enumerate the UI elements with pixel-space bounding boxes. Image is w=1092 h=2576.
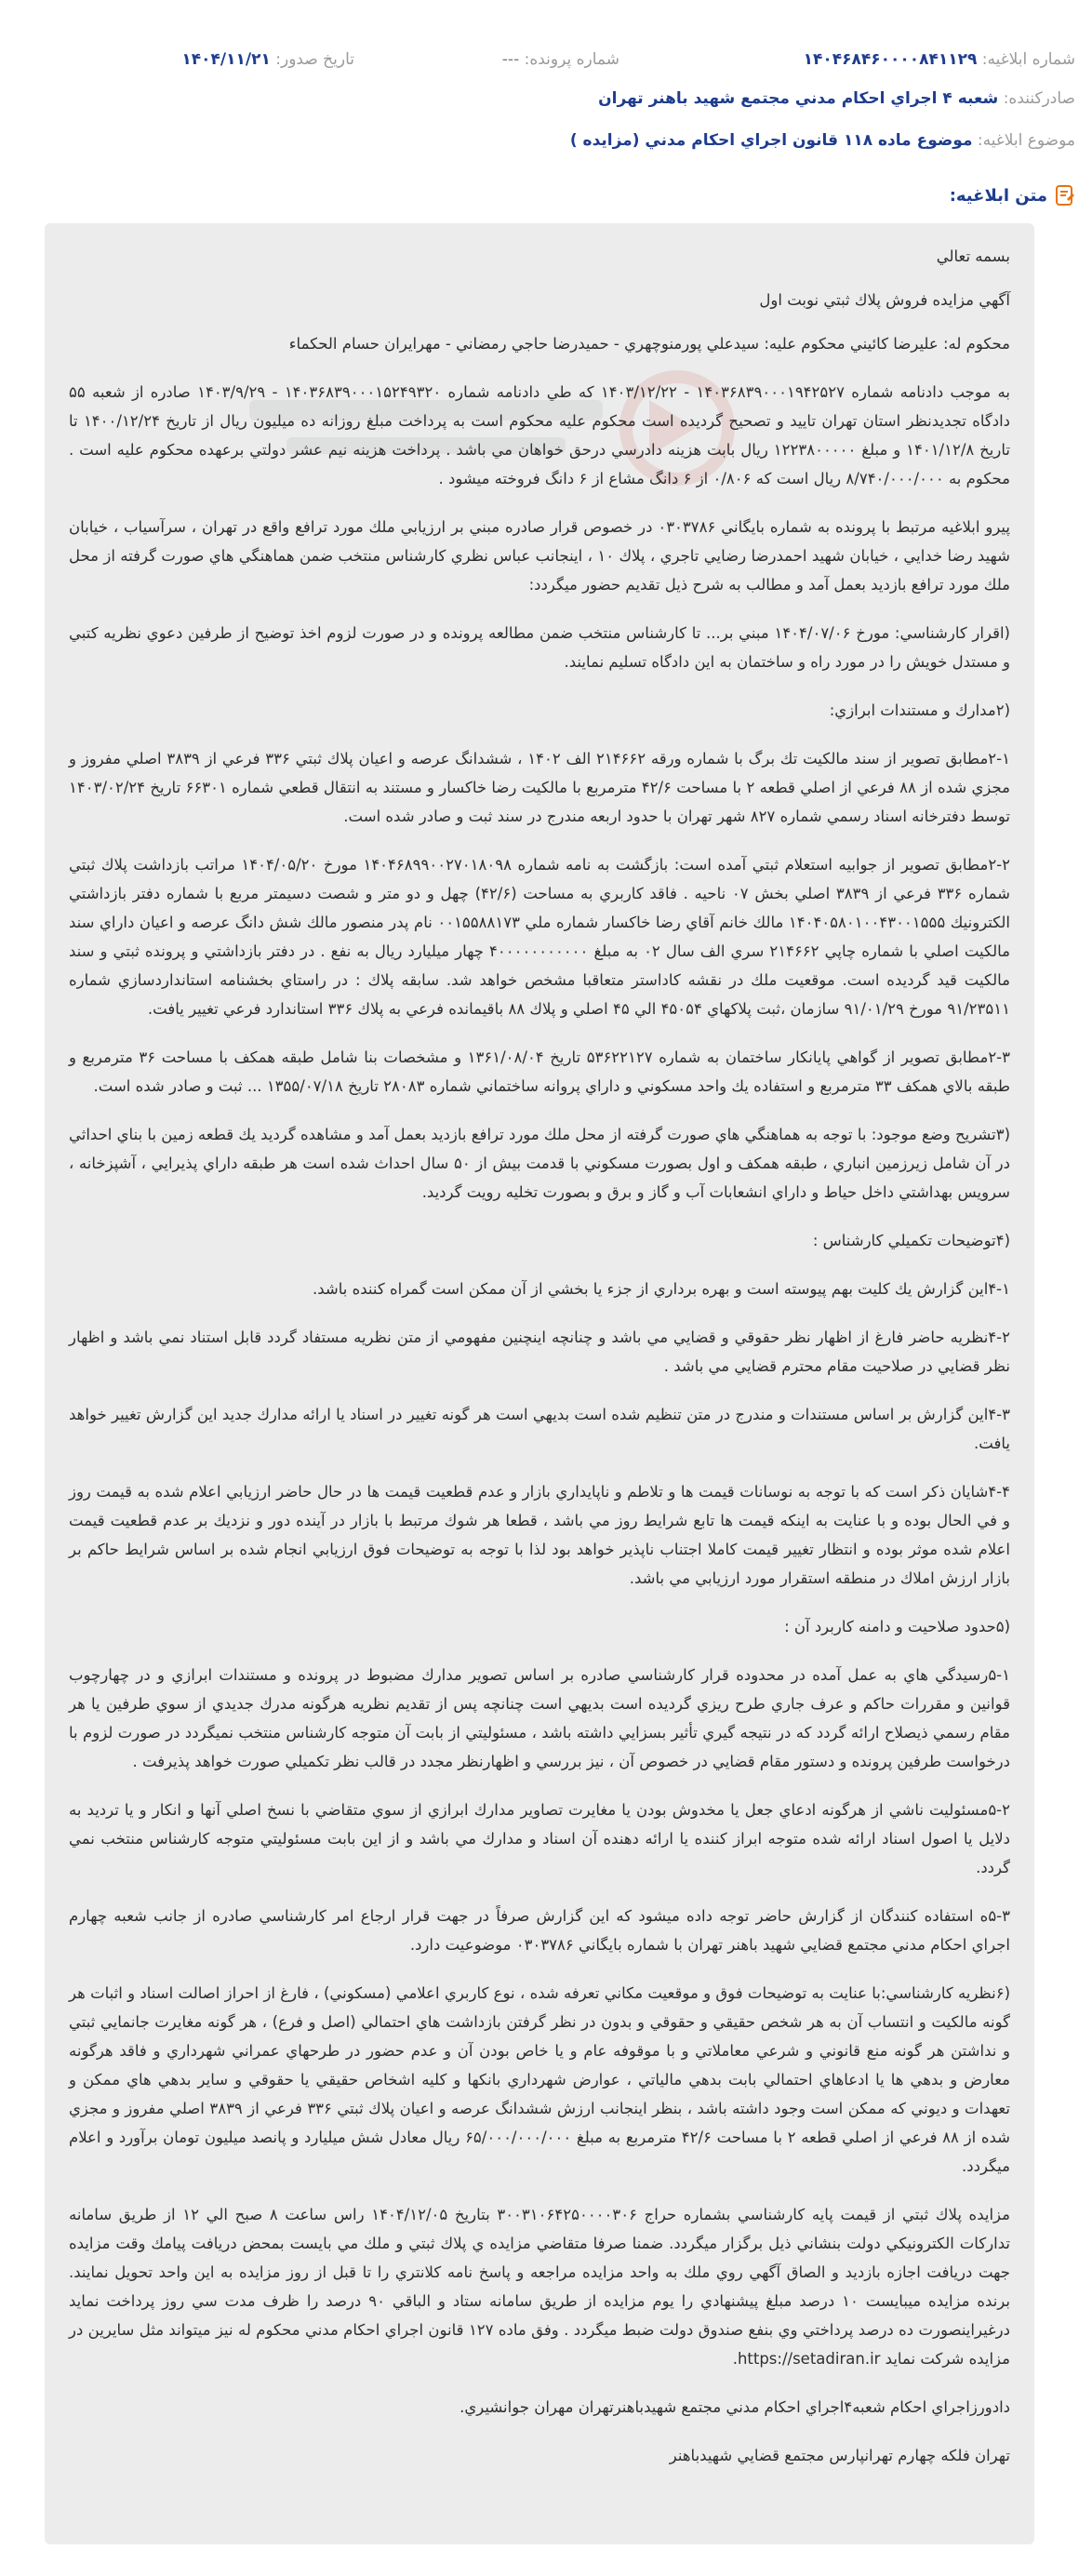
notice-paragraph: ۴-۱اين گزارش يك كليت بهم پيوسته است و بهره برداري از جزء يا بخشي از آن ممكن است گمراه كننده باشد. [313,1280,1010,1298]
notice-paragraph: (۵حدود صلاحيت و دامنه كاربرد آن : [784,1618,1010,1635]
issue-date-value: ۱۴۰۴/۱۱/۲۱ [181,50,271,69]
meta-row-issuer [17,87,1075,110]
notice-heading-text: متن ابلاغیه: [949,185,1047,206]
notice-paragraph: (اقرار كارشناسي: مورخ ۱۴۰۴/۰۷/۰۶ مبني بر... تا كارشناس منتخب ضمن مطالعه پرونده و در صورت لزوم اخذ توضيح از طرفين دعوي نظريه كتبي و مستدل خويش را در مورد راه و ساختمان به اين دادگاه تسليم نمايند. [69,624,1010,671]
notice-paragraph: ۲-۱مطابق تصوير از سند مالكيت تك برگ با شماره ورقه ۲۱۴۶۶۲ الف ۱۴۰۲ ، ششدانگ عرصه و اعيان پلاك ثبتي ۳۳۶ فرعي از ۳۸۳۹ اصلي مفروز و مجزي شده از ۸۸ فرعي از اصلي قطعه ۲ با مساحت ۴۲/۶ مترمربع با مالكيت رضا خاكسار و مستند به انتقال قطعي شماره ۶۶۳۰۱ تاريخ ۱۴۰۳/۰۲/۲۴ توسط دفترخانه اسناد رسمي شماره ۸۲۷ شهر تهران با حدود اربعه مندرج در سند ثبت و صادر شده است. [69,750,1010,825]
notice-paragraph: (۳تشريح وضع موجود: با توجه به هماهنگي هاي صورت گرفته از محل ملك مورد ترافع بازديد بعمل آمد و مشاهده گرديد يك قطعه زمين با بناي احداثي در آن شامل زيرزمين انباري ، طبقه همكف و اول بصورت مسكوني با قدمت بيش از ۵۰ سال احداث شده است هر طبقه داراي پذيرايي ، آشپزخانه ، سرويس بهداشتي داخل حياط و داراي انشعابات آب و گاز و برق و بصورت تخليه رويت گرديد. [69,1126,1010,1201]
notice-paragraph: ۲-۳مطابق تصوير از گواهي پايانكار ساختمان به شماره ۵۳۶۲۲۱۲۷ تاريخ ۱۳۶۱/۰۸/۰۴ و مشخصات بنا شامل طبقه همكف با مساحت ۳۶ مترمربع و طبقه بالاي همكف ۳۳ مترمربع و استفاده يك واحد مسكوني و داراي پروانه ساختماني شماره ۲۸۰۸۳ تاريخ ۱۳۵۵/۰۷/۱۸ ... ثبت و صادر شده است. [69,1048,1010,1095]
notice-paragraph: محكوم له: عليرضا كائيني محكوم عليه: سيدعلي پورمنوچهري - حميدرضا حاجي رمضاني - مهرايران حسام الحكماء [288,335,1010,353]
case-number [502,48,619,71]
notice-paragraph: (۴توضيحات تكميلي كارشناس : [812,1232,1010,1249]
notice-paragraph: ۲-۲مطابق تصوير از جوابيه استعلام ثبتي آمده است: بازگشت به نامه شماره ۱۴۰۴۶۸۹۹۰۰۲۷۰۱۸۰۹۸ مورخ ۱۴۰۴/۰۵/۲۰ مراتب بازداشت پلاك ثبتي شماره ۳۳۶ فرعي از ۳۸۳۹ اصلي بخش ۰۷ ناحيه . فاقد كاربري به مساحت (۴۲/۶) چهل و دو متر و شصت دسيمتر مربع با شماره دفتر بازداشتي الكترونيك ۱۴۰۴۰۵۸۰۱۰۰۴۳۰۰۱۵۵۵ مالك خانم آقاي رضا خاكسار شماره ملي ۰۰۱۵۵۸۸۱۷۳ نام پدر منصور مالك شش دانگ عرصه و اعيان داراي سند مالكيت اصلي با شماره چاپي ۲۱۴۶۶۲ سري الف سال ۰۲ به مبلغ ۴۰۰۰۰۰۰۰۰۰۰۰ چهار ميليارد ريال به نفع . در دفتر بازداشتي و پرونده ثبتي و سند مالكيت قيد گرديده است. موقعيت ملك در نقشه كاداستر متعاقبا مشخص خواهد شد. سابقه پلاك : در راستاي بخشنامه استانداردسازي شماره ۹۱/۲۳۵۱۱ مورخ ۹۱/۰۱/۲۹ سازمان ،ثبت پلاكهاي ۴۵۰۵۴ الي ۴۵ اصلي و پلاك ۸۸ باقيمانده فرعي به پلاك ۳۳۶ استاندارد فرعي تغيير يافت. [69,856,1011,1018]
notice-body [45,223,1034,2544]
notice-paragraph: بسمه تعالي [936,247,1010,265]
notice-paragraph: (۲مدارك و مستندات ابرازي: [829,701,1010,719]
notice-paragraph: ۴-۲نظريه حاضر فارغ از اظهار نظر حقوقي و قضايي مي باشد و چنانچه اينچنين مفهومي از متن نظريه مستفاد گردد قابل استناد نمي باشد و اظهار نظر قضايي در صلاحيت مقام محترم قضايي مي باشد . [69,1328,1010,1375]
notice-paragraph: ۴-۳اين گزارش بر اساس مستندات و مندرج در متن تنظيم شده است بديهي است هر گونه تغيير در اسناد يا ارائه مدارك جديد اين گزارش تغيير خواهد يافت. [69,1406,1010,1452]
notice-heading [950,184,1075,207]
notice-paragraph: ۴-۴شايان ذكر است كه با توجه به نوسانات قيمت ها و تلاطم و ناپايداري بازار و عدم قطعيت قيمت ها در حال حاضر ارزيابي اعلام شده به قيمت روز و في الحال بوده و با عنايت به اينكه قيمت ها تابع شرايط روز مي باشد ، قطعا هر شوك مرتبط با بازار در آينده دور و نزديك بر عدم قطعيت قيمت اعلام شده موثر بوده و انتظار تغيير قيمت كاملا اجتناب ناپذير خواهد بود لذا با توجه به توضيحات فوق ارزيابي انجام شده بر اساس شرايط حاكم بر بازار ارزش املاك در منطقه استقرار مورد ارزيابي مي باشد. [69,1483,1010,1587]
notice-paragraph: آگهي مزايده فروش پلاك ثبتي نوبت اول [759,291,1010,309]
issuer-value: شعبه ۴ اجراي احكام مدني مجتمع شهيد باهنر تهران [598,89,999,108]
paragraph-list [69,242,1010,2470]
notice-paragraph: (۶نظريه كارشناسي:با عنايت به توضيحات فوق و موقعيت مكاني تعرفه شده ، نوع كاربري اعلامي (مسكوني) ، فارغ از احراز اصالت اسناد و اثبات هر گونه مالكيت و انتساب آن به هر شخص حقيقي و حقوقي و بدون در نظر گرفتن بازداشت هاي احتمالي (اصل و فرع) ، هر گونه مغايرت جانمايي ثبتي و نداشتن هر گونه منع قانوني و شرعي معاملاتي و با موقوفه عام و يا خاص بودن آن و عدم حضور در طرحهاي عمراني شهرداري و فاقد هرگونه معارض و بدهي ها يا ادعاهاي احتمالي بابت بدهي مالياتي ، عوارض شهرداري بانكها و كليه اشخاص حقيقي يا حقوقي و ساير بدهي هاي ممكن و تعهدات و ديوني كه ممكن است وجود داشته باشد ، بنظر اينجانب ارزش ششدانگ عرصه و اعيان پلاك ثبتي ۳۳۶ فرعي از ۳۸۳۹ اصلي مفروز و مجزي شده از ۸۸ فرعي از اصلي قطعه ۲ با مساحت ۴۲/۶ مترمربع به مبلغ ۶۵/۰۰۰/۰۰۰/۰۰۰ ريال معادل شش ميليارد و پانصد ميليون تومان برآورد و اعلام ميگردد. [69,1984,1010,2175]
subject-label: موضوع ابلاغیه: [977,131,1075,150]
notice-paragraph: تهران فلكه چهارم تهرانپارس مجتمع قضايي شهيدباهنر [669,2447,1010,2464]
notice-paragraph: ۵-۳ه استفاده كنندگان از گزارش حاضر توجه داده ميشود كه اين گزارش صرفاً در جهت قرار ارجاع امر كارشناسي صادره از جانب شعبه چهارم اجراي احكام مدني مجتمع قضايي شهيد باهنر تهران با شماره بايگاني ۰۳۰۳۷۸۶ موضوعيت دارد. [69,1907,1010,1954]
notice-paragraph: مزايده پلاك ثبتي از قيمت پايه كارشناسي بشماره حراج ۳۰۰۳۱۰۶۴۲۵۰۰۰۰۳۰۶ بتاريخ ۱۴۰۴/۱۲/۰۵ راس ساعت ۸ صبح الي ۱۲ از طريق سامانه تداركات الكترونيكي دولت بنشاني ذيل برگزار ميگردد. ضمنا صرفا متقاضي مزايده ي پلاك ثبتي و ملك مي بايست بمحض دريافت پيامك وقت مزايده جهت دريافت اجازه بازديد و الصاق آگهي روي ملك به واحد مزايده مراجعه و پاسخ نامه كلانتري را تا قبل از روز مزايده به اين واحد تحويل نمايند. برنده مزايده ميبايست ۱۰ درصد مبلغ پيشنهادي را يوم مزايده از طريق سامانه ستاد و الباقي ۹۰ درصد را ظرف مدت سي روز پرداخت نمايد درغيراينصورت ده درصد پرداختي وي بنفع صندوق دولت ضبط ميگردد . وفق ماده ۱۲۷ قانون اجراي احكام مدني محكوم له نيز ميتواند مثل سايرين در مزايده شركت نمايد https://setadiran.ir. [69,2206,1010,2368]
document-icon [1055,184,1075,207]
case-number-value: --- [501,50,520,69]
meta-row-subject [17,129,1075,152]
issue-date-label: تاریخ صدور: [275,50,354,69]
notice-paragraph: پيرو ابلاغيه مرتبط با پرونده به شماره بايگاني ۰۳۰۳۷۸۶ در خصوص قرار صادره مبني بر ارزيابي ملك مورد ترافع واقع در تهران ، سرآسياب ، خيابان شهيد رضا خدايي ، خيابان شهيد احمدرضا رضايي تاجري ، پلاك ۱۰ ، اينجانب عباس نظري كارشناس منتخب ضمن هماهنگي هاي صورت گرفته از محل ملك مورد ترافع بازديد بعمل آمد و مطالب به شرح ذيل تقديم حضور ميگردد: [69,518,1011,594]
notice-paragraph: دادورزاجراي احكام شعبه۴اجراي احكام مدني مجتمع شهيدباهنرتهران مهران جوانشيري. [459,2398,1010,2416]
notice-number-label: شماره ابلاغیه: [981,50,1075,69]
case-number-label: شماره پرونده: [524,50,619,69]
issue-date [181,48,354,71]
notice-number [804,48,1075,71]
notice-paragraph: به موجب دادنامه شماره ۱۴۰۳۶۸۳۹۰۰۰۱۹۴۲۵۲۷ - ۱۴۰۳/۱۲/۲۲ كه طي دادنامه شماره ۱۴۰۳۶۸۳۹۰۰۰۱۵۲۴۹۳۲۰ - ۱۴۰۳/۹/۲۹ صادره از شعبه ۵۵ دادگاه تجديدنظر استان تهران تاييد و تصحيح گرديده است محكوم عليه محكوم است به پرداخت مبلغ روزانه ده ميليون ريال از تاريخ ۱۴۰۰/۱۲/۲۴ تا تاريخ ۱۴۰۱/۱۲/۸ و مبلغ ۱۲۲۳۸۰۰۰۰۰ ريال بابت هزينه دادرسي درحق خواهان مي باشد . پرداخت هزينه نيم عشر دولتي برعهده محكوم عليه است . محكوم به ۸/۷۴۰/۰۰۰/۰۰۰ ريال است كه ۰/۸۰۶ از ۶ دانگ مشاع از ۶ دانگ فروخته ميشود . [69,383,1010,487]
notice-number-value: ۱۴۰۴۶۸۴۶۰۰۰۰۸۴۱۱۲۹ [803,50,978,69]
issuer-label: صادرکننده: [1003,89,1075,108]
subject-value: موضوع ماده ۱۱۸ قانون اجراي احكام مدني (مزايده ) [569,131,973,150]
notice-paragraph: ۵-۱رسيدگي هاي به عمل آمده در محدوده قرار كارشناسي صادره بر اساس تصوير مدارك مضبوط در پرونده و مستندات ابرازي و در چهارچوب قوانين و مقررات حاكم و عرف جاري طرح ريزي گرديده است بديهي است چنانچه پس از تقديم نظريه هرگونه مدرك جديدي از سوي طرفين يا هر مقام رسمي ذيصلاح ارائه گردد كه در نتيجه گيري تأثير بسزايي داشته باشد ، مسئوليتي از بابت آن متوجه كارشناس منتخب نميگردد در صورت لزوم با درخواست طرفين پرونده و دستور مقام قضايي در خصوص آن ، نيز بررسي و اظهارنظر مجدد در قالب نظر تكميلي صورت خواهد پذيرفت . [69,1666,1010,1770]
notice-paragraph: ۵-۲مسئوليت ناشي از هرگونه ادعاي جعل يا مخدوش بودن يا مغايرت تصاوير مدارك ابرازي از سوي متقاضي با نسخ اصلي آنها و انكار و يا ترديد به دلايل يا اصول اسناد ارائه شده متوجه ابراز كننده يا ارائه دهنده آن اسناد و مدارك مي باشد و از اين بابت مسئوليتي متوجه كارشناس منتخب نمي گردد. [69,1801,1010,1876]
